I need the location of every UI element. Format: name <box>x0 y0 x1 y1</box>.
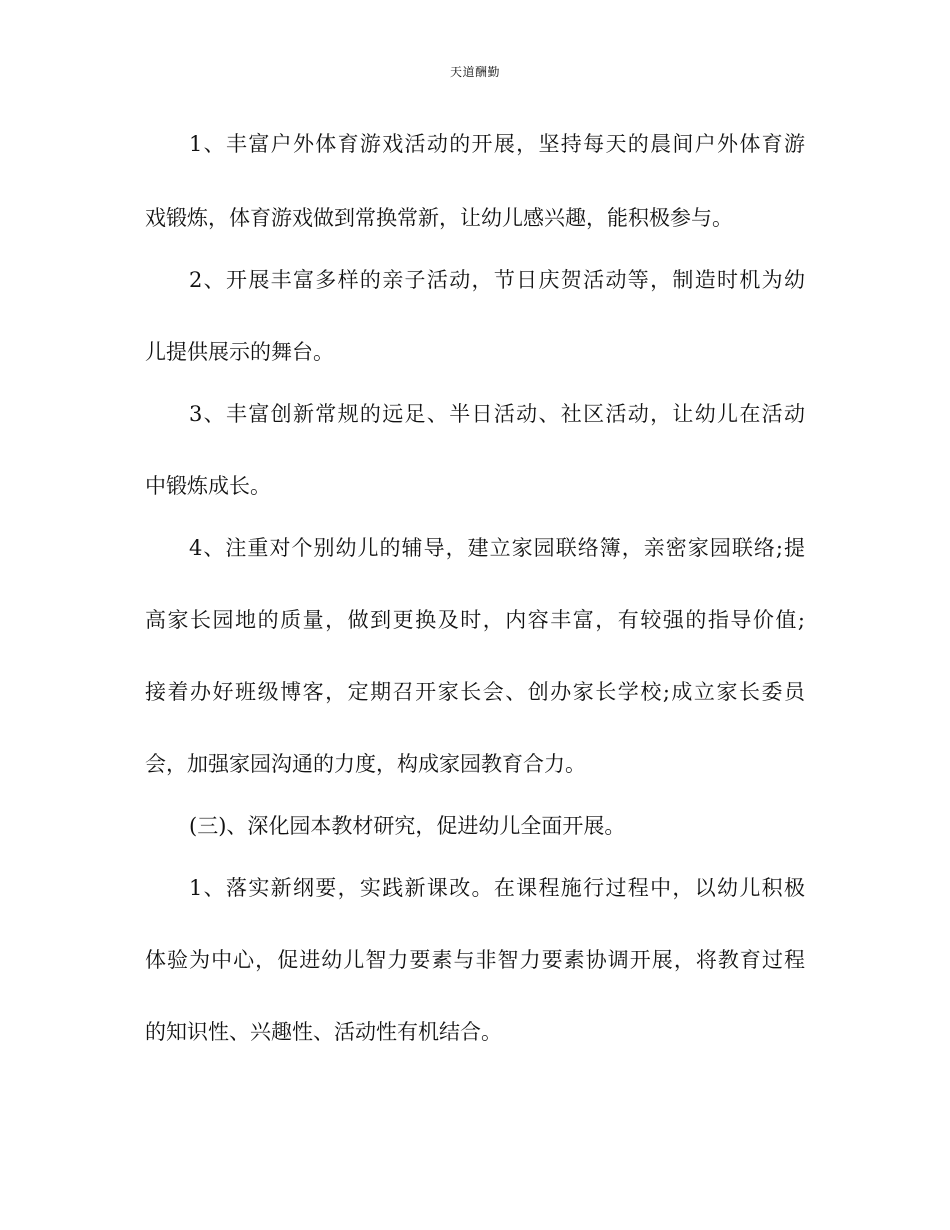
paragraph-line: 接着办好班级博客，定期召开家长会、创办家长学校;成立家长委员 <box>145 680 805 704</box>
paragraph-line: 戏锻炼，体育游戏做到常换常新，让幼儿感兴趣，能积极参与。 <box>145 206 733 230</box>
page-header: 天道酬勤 <box>449 65 500 79</box>
paragraph-line: 4、注重对个别幼儿的辅导，建立家园联络簿，亲密家园联络;提 <box>189 536 805 560</box>
paragraph-line: 1、丰富户外体育游戏活动的开展，坚持每天的晨间户外体育游 <box>189 132 805 156</box>
paragraph-line: 体验为中心，促进幼儿智力要素与非智力要素协调开展，将教育过程 <box>145 948 805 972</box>
paragraph-line: 2、开展丰富多样的亲子活动，节日庆贺活动等，制造时机为幼 <box>189 268 805 292</box>
section-heading: (三)、深化园本教材研究，促进幼儿全面开展。 <box>189 814 626 838</box>
paragraph-line: 的知识性、兴趣性、活动性有机结合。 <box>145 1020 502 1044</box>
paragraph-line: 中锻炼成长。 <box>145 474 271 498</box>
paragraph-line: 会，加强家园沟通的力度，构成家园教育合力。 <box>145 752 586 776</box>
paragraph-line: 3、丰富创新常规的远足、半日活动、社区活动，让幼儿在活动 <box>189 402 805 426</box>
paragraph-line: 1、落实新纲要，实践新课改。在课程施行过程中，以幼儿积极 <box>189 876 805 900</box>
paragraph-line: 高家长园地的质量，做到更换及时，内容丰富，有较强的指导价值; <box>145 608 805 632</box>
paragraph-line: 儿提供展示的舞台。 <box>145 340 334 364</box>
